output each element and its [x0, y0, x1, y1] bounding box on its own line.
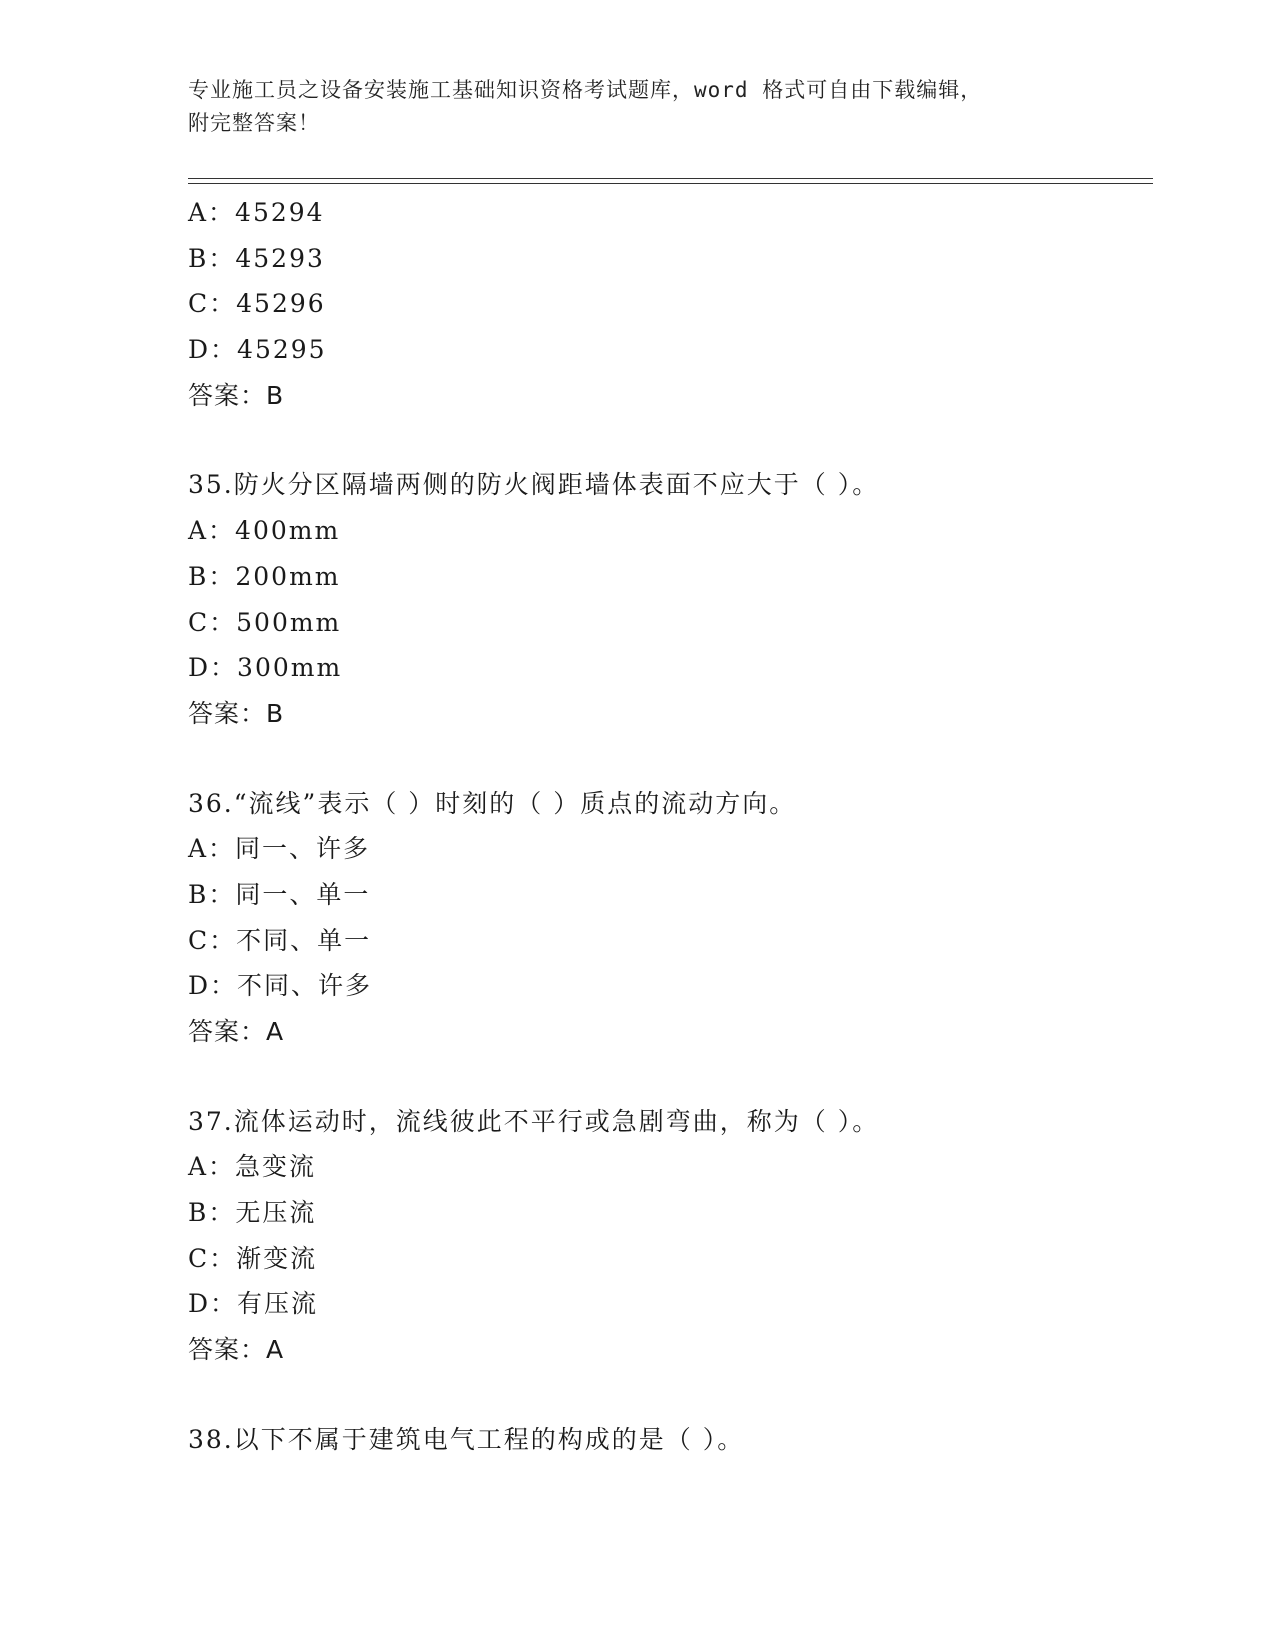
- option-c: C：不同、单一: [188, 925, 372, 955]
- question-stem: 36.“流线”表示（ ）时刻的（ ）质点的流动方向。: [188, 788, 797, 818]
- question-stem: 35.防火分区隔墙两侧的防火阀距墙体表面不应大于（ ）。: [188, 470, 880, 500]
- option-d: D：有压流: [188, 1289, 319, 1319]
- option-c: C：渐变流: [188, 1243, 318, 1273]
- header-line-2: 附完整答案！: [188, 111, 320, 135]
- option-a: A：45294: [188, 198, 325, 227]
- option-b: B：45293: [188, 243, 325, 273]
- question-spacer: [188, 1055, 1153, 1099]
- question-spacer: [188, 737, 1153, 781]
- option-d: D：45295: [188, 335, 327, 365]
- option-a: A：急变流: [188, 1152, 317, 1182]
- question-spacer: [188, 418, 1153, 462]
- option-b: B：无压流: [188, 1198, 317, 1228]
- document-header: [188, 74, 1088, 140]
- header-divider-bottom: [188, 183, 1153, 184]
- question-34-continued: [188, 190, 1153, 418]
- question-38: [188, 1417, 1153, 1463]
- answer-line: 答案：A: [188, 1017, 285, 1046]
- header-line-1: 专业施工员之设备安装施工基础知识资格考试题库，word 格式可自由下载编辑，: [188, 78, 983, 102]
- answer-line: 答案：B: [188, 698, 285, 728]
- option-d: D：300mm: [188, 653, 343, 683]
- document-body: [188, 190, 1153, 1463]
- option-c: C：45296: [188, 289, 326, 319]
- option-c: C：500mm: [188, 607, 342, 637]
- question-37: [188, 1099, 1153, 1373]
- answer-line: 答案：A: [188, 1335, 285, 1365]
- question-35: [188, 462, 1153, 736]
- question-stem: 37.流体运动时，流线彼此不平行或急剧弯曲，称为（ ）。: [188, 1106, 880, 1136]
- option-b: B：同一、单一: [188, 879, 371, 909]
- header-divider-top: [188, 178, 1153, 179]
- answer-line: 答案：B: [188, 380, 285, 410]
- option-a: A：400mm: [188, 516, 341, 546]
- option-a: A：同一、许多: [188, 834, 371, 864]
- question-36: [188, 781, 1153, 1055]
- question-stem: 38.以下不属于建筑电气工程的构成的是（ ）。: [188, 1424, 745, 1454]
- question-spacer: [188, 1373, 1153, 1417]
- option-d: D：不同、许多: [188, 971, 373, 1001]
- option-b: B：200mm: [188, 561, 341, 591]
